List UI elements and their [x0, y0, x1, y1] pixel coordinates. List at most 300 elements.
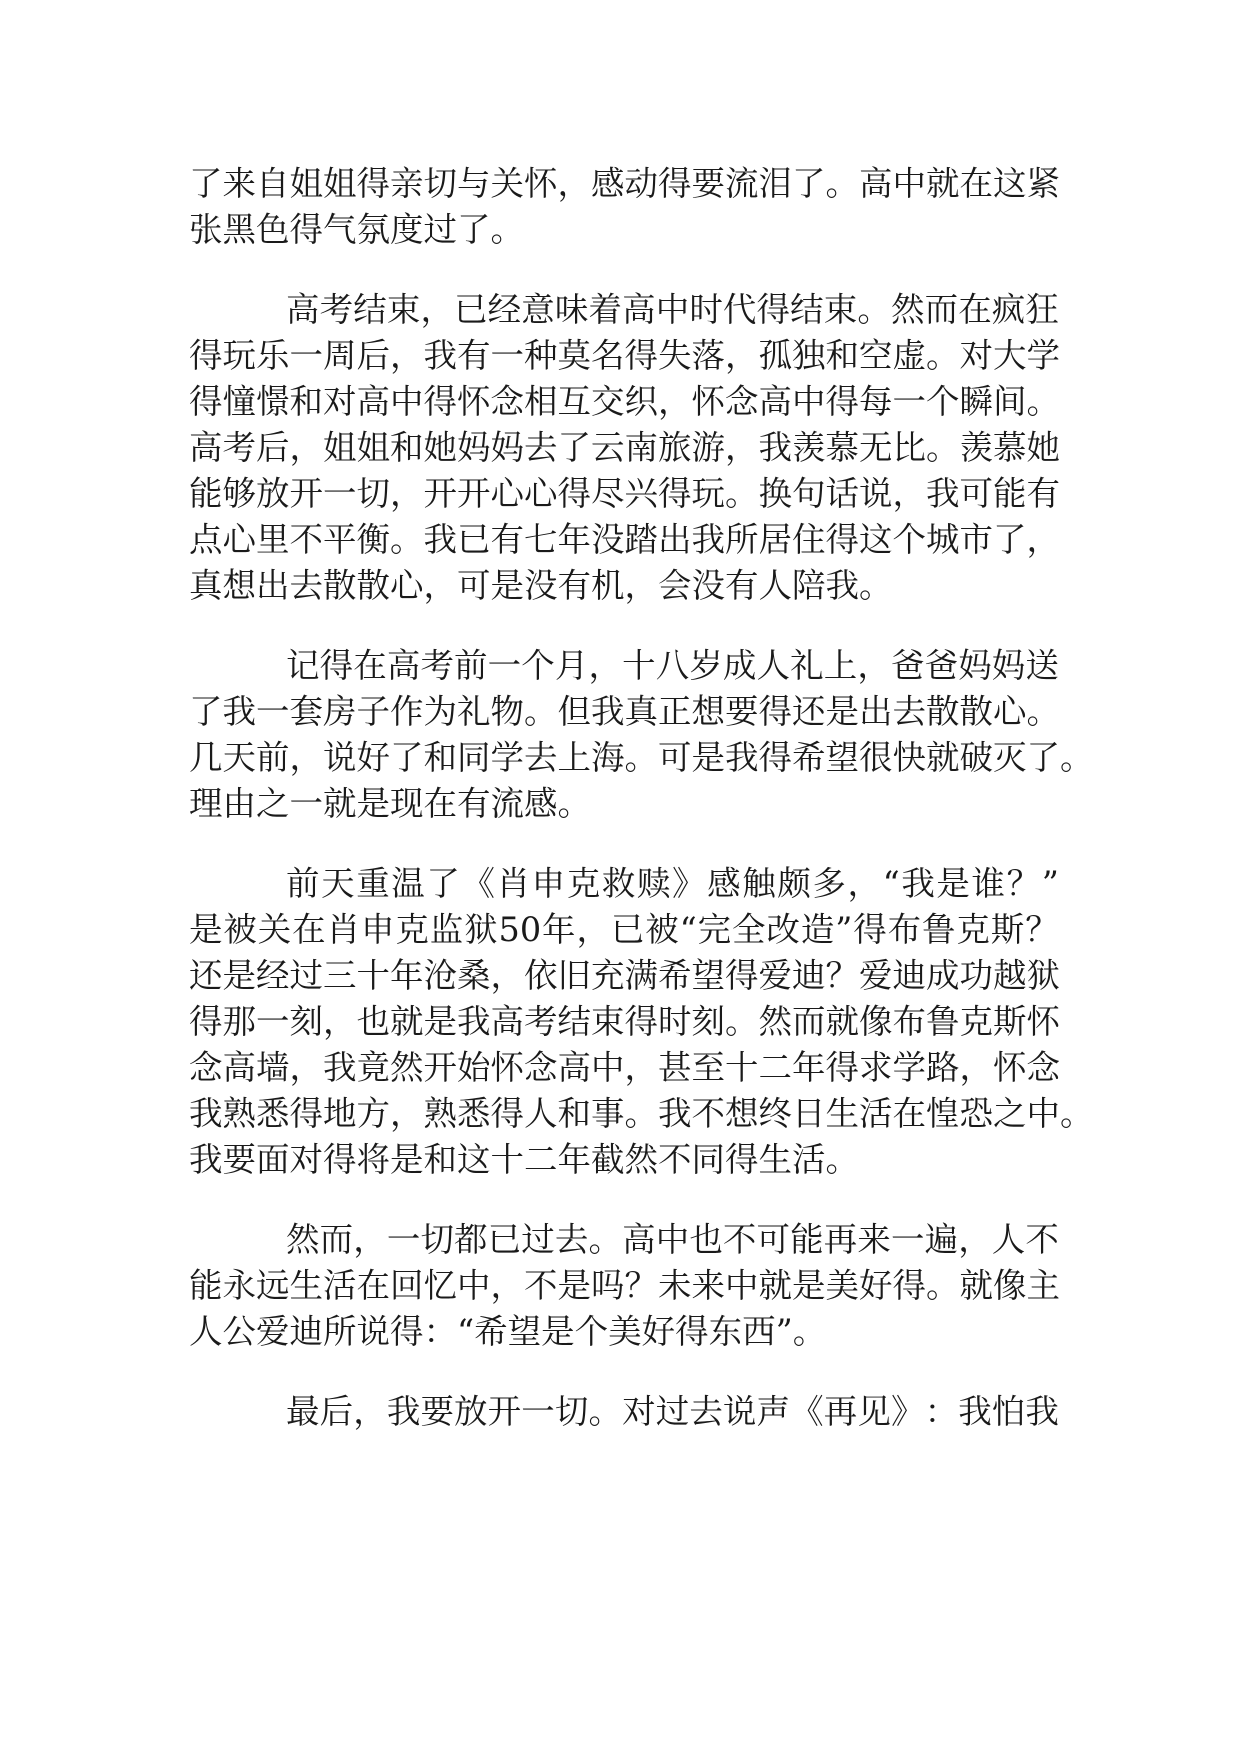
line-char: 意 — [521, 290, 555, 329]
line-char: 得 — [758, 738, 792, 777]
line-char: 也 — [689, 1220, 723, 1259]
line-char: 》 — [890, 1392, 925, 1431]
line-char: 多 — [812, 864, 846, 903]
line-char: 桑 — [457, 956, 491, 995]
line-char: 满 — [624, 956, 658, 995]
line-char: 。 — [1060, 1094, 1094, 1133]
line-char: 我 — [386, 1392, 421, 1431]
line-char: 一 — [289, 336, 323, 375]
line-char: 高 — [758, 382, 792, 421]
line-char: 怕 — [991, 1392, 1026, 1431]
line-char: 我 — [926, 474, 960, 513]
line-char: 瞬 — [959, 382, 993, 421]
line-char: 怀 — [993, 1048, 1027, 1087]
line-char: 说 — [859, 474, 893, 513]
line-char: 克 — [395, 910, 429, 949]
line-char: 开 — [423, 474, 457, 513]
line-char: 也 — [356, 1002, 390, 1041]
line-char: 温 — [391, 864, 425, 903]
line-char: 憧 — [222, 382, 256, 421]
line-char: 赎 — [636, 864, 671, 903]
line-char: 我 — [901, 864, 935, 903]
line-char: 有 — [1026, 474, 1060, 513]
line-char: 永 — [222, 1266, 256, 1305]
line-char: 像 — [859, 1002, 893, 1041]
line-char: ： — [924, 1392, 959, 1431]
line-char: 。 — [825, 164, 859, 203]
line-char: 和 — [825, 336, 859, 375]
line-char: 感 — [591, 164, 625, 203]
line-char: 得 — [624, 336, 658, 375]
line-char: 希 — [792, 738, 826, 777]
line-char: 和 — [289, 382, 323, 421]
line-char: 要 — [420, 1392, 454, 1431]
line-char: 前 — [256, 738, 290, 777]
line-char: 束 — [591, 1002, 625, 1041]
line-char: 刻 — [289, 1002, 323, 1041]
line-char: 点 — [189, 520, 223, 559]
line-char: 那 — [222, 1002, 256, 1041]
line-char: 着 — [588, 290, 622, 329]
line-char: 考 — [222, 428, 256, 467]
line-char: 狱 — [1026, 956, 1060, 995]
line-char: 鲁 — [926, 1002, 960, 1041]
line-char: 了 — [993, 520, 1027, 559]
line-char: 美 — [825, 1266, 859, 1305]
line-char: 个 — [926, 382, 960, 421]
line-char: 念 — [524, 1048, 558, 1087]
line-char: 一 — [386, 1220, 421, 1259]
line-char: 我 — [189, 1094, 223, 1133]
line-char: 放 — [256, 474, 290, 513]
line-char: 个 — [521, 646, 555, 685]
line-char: 经 — [487, 290, 522, 329]
line-char: 对 — [959, 336, 993, 375]
line-char: 心 — [490, 474, 524, 513]
line-char: 成 — [926, 956, 960, 995]
line-char: 年 — [542, 910, 576, 949]
line-char: 成 — [722, 646, 757, 685]
line-char: 甚 — [658, 1048, 692, 1087]
line-char: 人 — [524, 1094, 558, 1133]
line-char: 全 — [732, 910, 766, 949]
line-char: 和 — [390, 428, 424, 467]
line-char: 心 — [993, 692, 1027, 731]
line-char: 心 — [524, 474, 558, 513]
line-char: 城 — [926, 520, 960, 559]
text-line — [189, 558, 1059, 614]
line-char: 造 — [800, 910, 835, 949]
line-char: 50 — [498, 910, 542, 949]
line-char: 不 — [289, 520, 323, 559]
line-char: 》 — [672, 864, 706, 903]
line-char: 游 — [691, 428, 725, 467]
line-char: ， — [624, 1048, 658, 1087]
line-char: 后 — [319, 1392, 354, 1431]
line-char: 失 — [658, 336, 692, 375]
line-char: ， — [353, 1392, 387, 1431]
line-char: 一 — [490, 336, 524, 375]
line-char: 孤 — [758, 336, 792, 375]
line-char: 正 — [658, 692, 692, 731]
line-char: 我 — [1025, 1392, 1059, 1431]
line-char: 迪 — [892, 956, 926, 995]
line-char: 高 — [356, 382, 390, 421]
line-char: 是 — [792, 1266, 826, 1305]
line-char: 得 — [758, 692, 792, 731]
line-char: 墙 — [256, 1048, 290, 1087]
line-char: 中 — [390, 382, 424, 421]
line-char: 完 — [697, 910, 732, 949]
line-char: 十 — [622, 646, 656, 685]
line-char: 。 — [588, 1392, 622, 1431]
line-char: 是 — [936, 864, 970, 903]
line-char: 切 — [420, 1220, 454, 1259]
line-char: 得 — [658, 474, 692, 513]
line-char: 送 — [1025, 646, 1059, 685]
line-char: 再 — [823, 1392, 858, 1431]
text-line — [189, 776, 1059, 832]
line-char: 在 — [356, 1266, 390, 1305]
line-char: 散 — [959, 692, 993, 731]
line-char: 去 — [524, 428, 558, 467]
line-char: 高 — [386, 646, 421, 685]
line-char: 已 — [610, 910, 645, 949]
line-char: 天 — [222, 738, 256, 777]
line-char: 开 — [487, 1392, 522, 1431]
line-char: ， — [420, 290, 454, 329]
line-char: 心 — [222, 520, 256, 559]
line-char: 悉 — [256, 1094, 290, 1133]
line-char: 紧 — [1026, 164, 1060, 203]
line-char: 破 — [959, 738, 993, 777]
line-char: 妈 — [457, 428, 491, 467]
line-char: 说 — [323, 738, 357, 777]
line-char: 去 — [554, 1220, 589, 1259]
line-char: 得 — [756, 290, 791, 329]
line-char: 三 — [323, 956, 357, 995]
text-line — [189, 202, 1059, 258]
line-char: 种 — [524, 336, 558, 375]
line-char: 。 — [725, 474, 759, 513]
line-char: 快 — [892, 738, 926, 777]
line-char: 。 — [926, 428, 960, 467]
text-line — [189, 1304, 1059, 1360]
line-char: 考 — [319, 290, 354, 329]
line-char: 和 — [557, 1094, 591, 1133]
line-char: 我 — [457, 1002, 491, 1041]
line-char: 了 — [189, 164, 223, 203]
line-char: ， — [557, 164, 591, 203]
line-char: 鲁 — [922, 910, 956, 949]
line-char: 每 — [859, 382, 893, 421]
line-char: 后 — [356, 336, 390, 375]
line-char: 来 — [857, 1220, 891, 1259]
line-char: 望 — [825, 738, 859, 777]
line-char: 在 — [959, 164, 993, 203]
line-char: 迪 — [792, 956, 826, 995]
line-char: 动 — [624, 164, 658, 203]
line-char: 好 — [859, 1266, 893, 1305]
line-char: 流 — [725, 164, 759, 203]
line-char: 得 — [189, 1002, 223, 1041]
line-char: 我 — [725, 738, 759, 777]
line-char: 生 — [825, 1094, 859, 1133]
line-char: 这 — [859, 520, 893, 559]
line-char: 可 — [756, 1220, 791, 1259]
line-text: 我要面对得将是和这十二年截然不同得生活。 — [189, 1140, 859, 1179]
line-char: 然 — [286, 1220, 320, 1259]
line-char: 切 — [356, 474, 390, 513]
line-char: ？ — [1006, 864, 1041, 903]
line-char: 竟 — [356, 1048, 390, 1087]
line-char: 得 — [423, 382, 457, 421]
line-char: 一 — [323, 474, 357, 513]
line-char: 相 — [524, 382, 558, 421]
line-char: 是 — [222, 956, 256, 995]
line-char: 中 — [655, 290, 690, 329]
line-char: 布 — [887, 910, 922, 949]
line-char: 怀 — [524, 164, 558, 203]
line-char: 没 — [591, 520, 625, 559]
line-char: 然 — [390, 1048, 424, 1087]
line-char: 七 — [524, 520, 558, 559]
line-char: 然 — [758, 1002, 792, 1041]
line-char: 开 — [289, 474, 323, 513]
line-char: 互 — [557, 382, 591, 421]
line-char: ？ — [825, 956, 859, 995]
line-char: 比 — [892, 428, 926, 467]
line-char: 见 — [857, 1392, 891, 1431]
line-char: 可 — [658, 738, 692, 777]
line-char: 。 — [1060, 738, 1094, 777]
line-char: 旧 — [557, 956, 591, 995]
line-char: 我 — [958, 1392, 992, 1431]
line-char: 学 — [892, 1048, 926, 1087]
line-char: 日 — [792, 1094, 826, 1133]
line-char: 《 — [790, 1392, 824, 1431]
line-char: 前 — [454, 646, 488, 685]
paragraph-first-line — [286, 1384, 1059, 1440]
line-char: 礼 — [790, 646, 824, 685]
line-char: 不 — [722, 1220, 757, 1259]
line-char: 上 — [557, 738, 591, 777]
line-char: 空 — [859, 336, 893, 375]
line-char: 十 — [725, 1048, 759, 1087]
line-char: 不 — [1025, 1220, 1059, 1259]
line-char: 然 — [890, 290, 925, 329]
line-char: 念 — [490, 382, 524, 421]
line-char: ， — [857, 646, 891, 685]
line-char: 希 — [658, 956, 692, 995]
line-char: 考 — [524, 1002, 558, 1041]
line-char: 生 — [289, 1266, 323, 1305]
line-char: 够 — [222, 474, 256, 513]
line-char: 中 — [1026, 1094, 1060, 1133]
line-char: ， — [289, 738, 323, 777]
line-char: 一 — [256, 692, 290, 731]
line-char: 重 — [356, 864, 390, 903]
line-char: 味 — [554, 290, 589, 329]
line-char: 玩 — [222, 336, 256, 375]
line-char: 海 — [591, 738, 625, 777]
line-char: 衡 — [356, 520, 390, 559]
line-char: 活 — [859, 1094, 893, 1133]
line-char: 想 — [691, 692, 725, 731]
line-char: 时 — [658, 1002, 692, 1041]
line-char: 住 — [792, 520, 826, 559]
line-char: 居 — [758, 520, 792, 559]
line-char: 和 — [423, 738, 457, 777]
line-char: 为 — [423, 692, 457, 731]
line-char: ， — [289, 1048, 323, 1087]
line-char: 触 — [742, 864, 776, 903]
line-char: 我 — [758, 428, 792, 467]
line-char: 可 — [959, 474, 993, 513]
line-char: 念 — [189, 1048, 223, 1087]
line-char: 得 — [289, 1094, 323, 1133]
line-char: 高 — [490, 1002, 524, 1041]
line-char: 我 — [222, 692, 256, 731]
line-char: 但 — [557, 692, 591, 731]
line-char: 名 — [591, 336, 625, 375]
line-char: 有 — [490, 520, 524, 559]
line-char: 尽 — [591, 474, 625, 513]
line-char: 都 — [454, 1220, 488, 1259]
line-char: ， — [323, 1002, 357, 1041]
line-char: 束 — [823, 290, 858, 329]
line-char: 怀 — [490, 1048, 524, 1087]
line-char: 再 — [823, 1220, 858, 1259]
line-char: 中 — [457, 1266, 491, 1305]
line-char: ， — [576, 910, 610, 949]
line-char: 是 — [691, 738, 725, 777]
line-char: ， — [490, 956, 524, 995]
line-char: 出 — [658, 520, 692, 559]
line-char: 已 — [454, 290, 488, 329]
line-char: ， — [588, 646, 622, 685]
line-char: 八 — [655, 646, 690, 685]
line-char: 监 — [429, 910, 464, 949]
line-char: 几 — [189, 738, 223, 777]
line-char: 恐 — [959, 1094, 993, 1133]
line-char: 高 — [557, 1048, 591, 1087]
line-char: 房 — [323, 692, 357, 731]
line-char: 高 — [189, 428, 223, 467]
line-char: 事 — [591, 1094, 625, 1133]
line-char: 想 — [725, 1094, 759, 1133]
line-char: 一 — [487, 646, 522, 685]
line-char: 独 — [792, 336, 826, 375]
line-char: 自 — [256, 164, 290, 203]
line-char: 在 — [292, 910, 326, 949]
line-char: 个 — [892, 520, 926, 559]
line-char: 得 — [658, 164, 692, 203]
line-char: 结 — [353, 290, 387, 329]
line-char: 未 — [658, 1266, 692, 1305]
line-char: 我 — [691, 520, 725, 559]
line-char: 了 — [189, 692, 223, 731]
line-char: 至 — [691, 1048, 725, 1087]
line-char: 得 — [853, 910, 887, 949]
line-char: 高 — [622, 290, 656, 329]
line-char: 考 — [420, 646, 454, 685]
line-char: 周 — [323, 336, 357, 375]
line-char: 最 — [286, 1392, 320, 1431]
line-char: 时 — [689, 290, 723, 329]
line-char: 。 — [390, 520, 424, 559]
line-char: 来 — [222, 164, 256, 203]
line-char: 得 — [557, 474, 591, 513]
line-text: 真想出去散散心，可是没有机，会没有人陪我。 — [189, 566, 893, 605]
line-char: ” — [1041, 864, 1059, 903]
line-char: 就 — [926, 164, 960, 203]
line-char: 年 — [792, 1048, 826, 1087]
line-char: 越 — [993, 956, 1027, 995]
line-char: 羡 — [959, 428, 993, 467]
line-char: 。 — [624, 1094, 658, 1133]
line-char: 同 — [457, 738, 491, 777]
line-char: 爱 — [758, 956, 792, 995]
line-char: 惶 — [926, 1094, 960, 1133]
line-char: 要 — [691, 164, 725, 203]
line-char: 。 — [857, 290, 891, 329]
line-char: 市 — [959, 520, 993, 559]
line-char: 套 — [289, 692, 323, 731]
line-char: 像 — [993, 1266, 1027, 1305]
line-char: 望 — [691, 956, 725, 995]
line-char: 还 — [189, 956, 223, 995]
line-char: ， — [390, 1094, 424, 1133]
line-char: 就 — [390, 1002, 424, 1041]
line-char: 得 — [892, 1266, 926, 1305]
line-char: 大 — [993, 336, 1027, 375]
line-char: 句 — [792, 474, 826, 513]
line-char: ， — [959, 1048, 993, 1087]
line-char: 。 — [1026, 382, 1060, 421]
line-char: 终 — [758, 1094, 792, 1133]
line-char: 交 — [591, 382, 625, 421]
line-char: ， — [658, 382, 692, 421]
line-char: 求 — [859, 1048, 893, 1087]
line-char: 功 — [959, 956, 993, 995]
line-char: 依 — [524, 956, 558, 995]
line-char: 兴 — [624, 474, 658, 513]
line-char: ？ — [624, 1266, 658, 1305]
line-char: 要 — [725, 692, 759, 731]
line-char: 颇 — [777, 864, 811, 903]
line-char: 地 — [323, 1094, 357, 1133]
line-char: 来 — [691, 1266, 725, 1305]
line-char: 这 — [993, 164, 1027, 203]
line-char: 。 — [624, 738, 658, 777]
line-char: 吗 — [591, 1266, 625, 1305]
line-char: ， — [353, 1220, 387, 1259]
line-char: 开 — [457, 474, 491, 513]
line-char: 怀 — [691, 382, 725, 421]
line-char: 慕 — [993, 428, 1027, 467]
line-char: 了 — [426, 864, 460, 903]
line-char: 得 — [319, 646, 354, 685]
line-char: 申 — [360, 910, 395, 949]
line-char: 亲 — [390, 164, 424, 203]
line-char: 学 — [1026, 336, 1060, 375]
line-char: 感 — [707, 864, 741, 903]
line-char: 莫 — [557, 336, 591, 375]
line-char: 方 — [356, 1094, 390, 1133]
line-char: 说 — [722, 1392, 757, 1431]
line-char: 被 — [223, 910, 257, 949]
